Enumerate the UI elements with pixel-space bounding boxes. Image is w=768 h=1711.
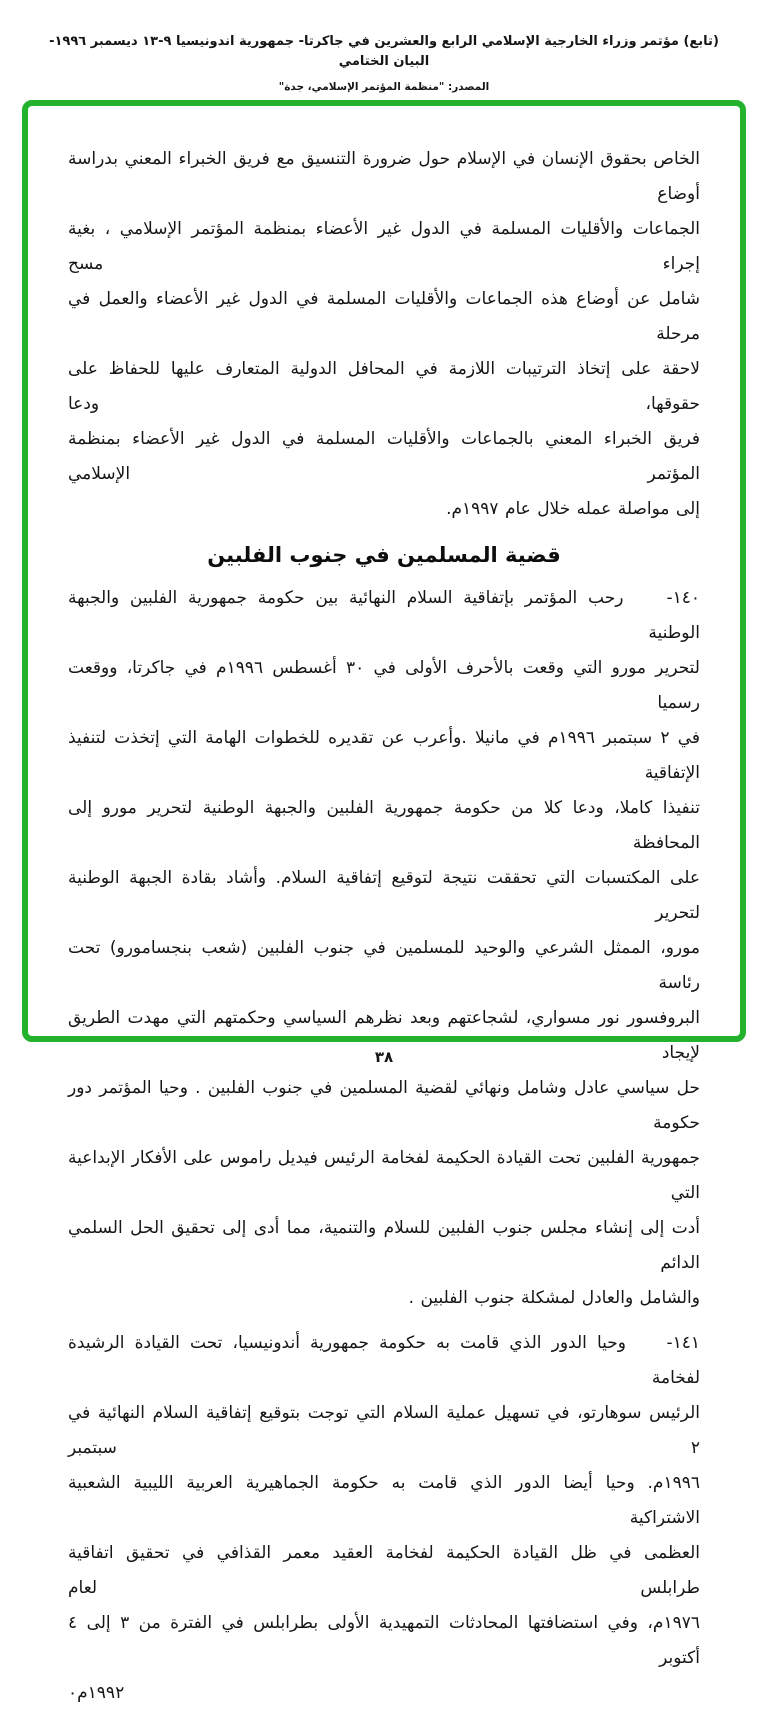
text-line: الخاص بحقوق الإنسان في الإسلام حول ضرورة التنسيق مع فريق الخبراء المعني بدراسة أوضاع xyxy=(68,149,700,204)
document-title: (تابع) مؤتمر وزراء الخارجية الإسلامي الرابع والعشرين في جاكرتا- جمهورية اندونيسيا ٩-١٣ ديسمبر ١٩٩٦-البيان الختامي xyxy=(49,34,719,69)
text-line: ١٩٩٦م. وحيا أيضا الدور الذي قامت به حكومة الجماهيرية العربية الليبية الشعبية الاشتراكية xyxy=(68,1473,700,1528)
text-line: في ٢ سبتمبر ١٩٩٦م في مانيلا .وأعرب عن تقديره للخطوات الهامة التي إتخذت لتنفيذ الإتفاقية xyxy=(68,728,700,783)
text-line: ١٩٩٢م٠ xyxy=(68,1683,125,1703)
text-line: جمهورية الفلبين تحت القيادة الحكيمة لفخامة الرئيس فيديل راموس على الأفكار الإبداعية التي xyxy=(68,1148,700,1203)
text-line: لتحرير مورو التي وقعت بالأحرف الأولى في ٣٠ أغسطس ١٩٩٦م في جاكرتا، ووقعت رسميا xyxy=(68,658,700,713)
text-line: البروفسور نور مسواري، لشجاعتهم وبعد نظرهم السياسي وحكمتهم التي مهدت الطريق لإيجاد xyxy=(68,1008,700,1063)
paragraph-140 xyxy=(68,581,700,1316)
text-line: إلى مواصلة عمله خلال عام ١٩٩٧م. xyxy=(446,499,700,519)
text-line: ١٩٧٦م، وفي استضافتها المحادثات التمهيدية الأولى بطرابلس في الفترة من ٣ إلى ٤ أكتوبر xyxy=(68,1613,700,1668)
section-heading: قضية المسلمين في جنوب الفلبين xyxy=(207,543,561,567)
paragraph-continuation xyxy=(68,142,700,527)
text-line: الجماعات والأقليات المسلمة في الدول غير الأعضاء بمنظمة المؤتمر الإسلامي ، بغية إجراء مسح xyxy=(68,219,700,274)
text-line: والشامل والعادل لمشكلة جنوب الفلبين . xyxy=(408,1288,700,1308)
page-header xyxy=(0,32,768,93)
text-line: أدت إلى إنشاء مجلس جنوب الفلبين للسلام والتنمية، مما أدى إلى تحقيق الحل السلمي الدائم xyxy=(68,1218,700,1273)
text-line: الرئيس سوهارتو، في تسهيل عملية السلام التي توجت بتوقيع إتفاقية السلام النهائية في ٢ سبتمبر xyxy=(68,1403,700,1458)
text-line: حل سياسي عادل وشامل ونهائي لقضية المسلمين في جنوب الفلبين . وحيا المؤتمر دور حكومة xyxy=(68,1078,700,1133)
text-line: على المكتسبات التي تحققت نتيجة لتوقيع إتفاقية السلام. وأشاد بقادة الجبهة الوطنية لتحرير xyxy=(68,868,700,923)
text-line: ١٤١- وحيا الدور الذي قامت به حكومة جمهورية أندونيسيا، تحت القيادة الرشيدة لفخامة xyxy=(68,1333,700,1388)
text-line: شامل عن أوضاع هذه الجماعات والأقليات المسلمة في الدول غير الأعضاء والعمل في مرحلة xyxy=(68,289,700,344)
text-line: لاحقة على إتخاذ الترتيبات اللازمة في المحافل الدولية المتعارف عليها للحفاظ على حقوقها، ودعا xyxy=(68,359,700,414)
text-line: العظمى في ظل القيادة الحكيمة لفخامة العقيد معمر القذافي في تحقيق اتفاقية طرابلس لعام xyxy=(68,1543,700,1598)
text-line: مورو، الممثل الشرعي والوحيد للمسلمين في جنوب الفلبين (شعب بنجسامورو) تحت رئاسة xyxy=(68,938,700,993)
text-line: تنفيذا كاملا، ودعا كلا من حكومة جمهورية الفلبين والجبهة الوطنية لتحرير مورو إلى المحافظة xyxy=(68,798,700,853)
text-line: فريق الخبراء المعني بالجماعات والأقليات المسلمة في الدول غير الأعضاء بمنظمة المؤتمر الإسلامي xyxy=(68,429,700,484)
paragraph-141 xyxy=(68,1326,700,1711)
document-content xyxy=(28,106,740,1711)
source-line: المصدر: "منظمة المؤتمر الإسلامي، جدة" xyxy=(278,81,490,93)
page-number: ٣٨ xyxy=(374,1048,394,1066)
text-line: ١٤٠- رحب المؤتمر بإتفاقية السلام النهائية بين حكومة جمهورية الفلبين والجبهة الوطنية xyxy=(68,588,700,643)
